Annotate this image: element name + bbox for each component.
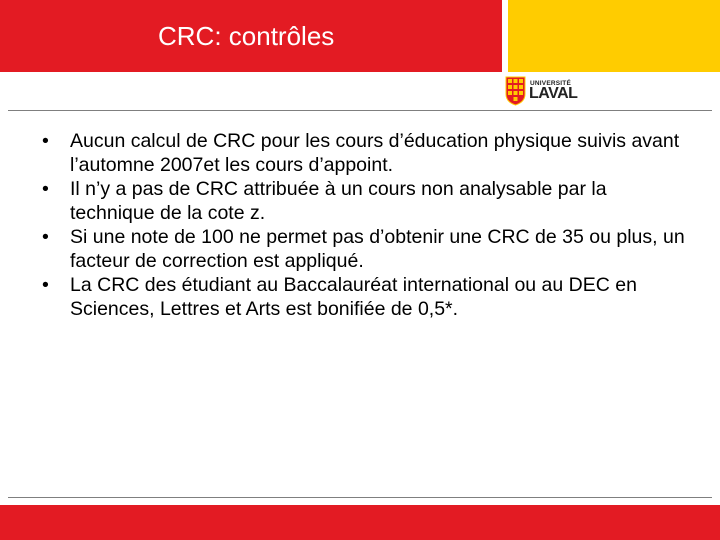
bullet-text: Aucun calcul de CRC pour les cours d’éducation physique suivis avant l’automne 2007et les cours d’appoint.	[70, 130, 680, 176]
header-gold-band	[508, 0, 720, 72]
bullet-text: La CRC des étudiant au Baccalauréat international ou au DEC en Sciences, Lettres et Arts est bonifiée de 0,5*.	[70, 274, 637, 320]
footer-red-band	[0, 505, 720, 540]
bullet-item	[28, 177, 688, 225]
bottom-divider	[8, 497, 712, 498]
bullet-dot-icon: •	[42, 178, 49, 200]
logo-line-1: UNIVERSITÉ	[530, 80, 572, 87]
crest-icon	[505, 76, 526, 106]
universite-laval-logo	[505, 76, 583, 106]
top-divider	[8, 110, 712, 111]
bullet-text: Il n’y a pas de CRC attribuée à un cours non analysable par la technique de la cote z.	[70, 178, 607, 224]
bullet-text: Si une note de 100 ne permet pas d’obtenir une CRC de 35 ou plus, un facteur de correction est appliqué.	[70, 226, 685, 272]
bullet-list	[28, 129, 688, 321]
bullet-item	[28, 273, 688, 321]
bullet-item	[28, 225, 688, 273]
slide-title: CRC: contrôles	[158, 21, 335, 51]
logo-line-2: LAVAL	[529, 85, 578, 102]
bullet-dot-icon: •	[42, 274, 49, 296]
bullet-dot-icon: •	[42, 226, 49, 248]
bullet-item	[28, 129, 688, 177]
bullet-dot-icon: •	[42, 130, 49, 152]
